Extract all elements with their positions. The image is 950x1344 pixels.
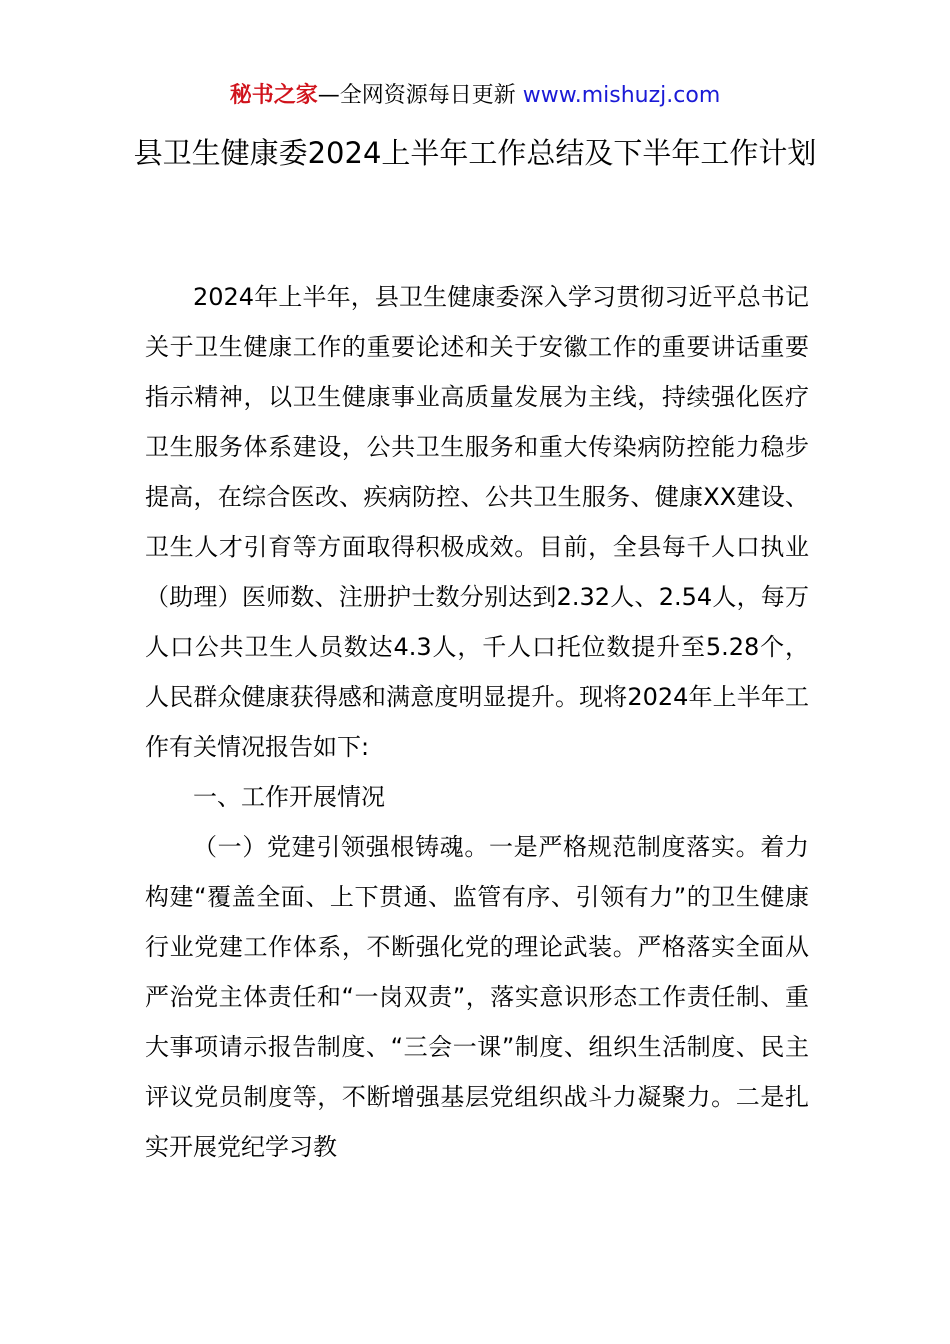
document-title: 县卫生健康委2024上半年工作总结及下半年工作计划 xyxy=(133,136,817,170)
site-tagline: —全网资源每日更新 xyxy=(317,83,523,108)
site-brand: 秘书之家 xyxy=(229,83,318,108)
paragraph-intro: 2024年上半年，县卫生健康委深入学习贯彻习近平总书记关于卫生健康工作的重要论述和关于安徽工作的重要讲话重要指示精神，以卫生健康事业高质量发展为主线，持续强化医疗卫生服务体系建设，公共卫生服务和重大传染病防控能力稳步提高，在综合医改、疾病防控、公共卫生服务、健康XX建设、卫生人才引育等方面取得积极成效。目前，全县每千人口执业（助理）医师数、注册护士数分别达到2.32人、2.54人，每万人口公共卫生人员数达4.3人，千人口托位数提升至5.28个，人民群众健康获得感和满意度明显提升。现将2024年上半年工作有关情况报告如下: xyxy=(145,283,809,761)
paragraph-party-building: （一）党建引领强根铸魂。一是严格规范制度落实。着力构建“覆盖全面、上下贯通、监管有序、引领有力”的卫生健康行业党建工作体系，不断强化党的理论武装。严格落实全面从严治党主体责任和“一岗双责”，落实意识形态工作责任制、重大事项请示报告制度、“三会一课”制度、组织生活制度、民主评议党员制度等，不断增强基层党组织战斗力凝聚力。二是扎实开展党纪学习教 xyxy=(145,833,809,1161)
document-body xyxy=(145,272,809,1172)
site-header xyxy=(0,80,950,112)
site-url-link[interactable]: www.mishuzj.com xyxy=(522,83,721,108)
section-heading: 一、工作开展情况 xyxy=(193,783,385,811)
